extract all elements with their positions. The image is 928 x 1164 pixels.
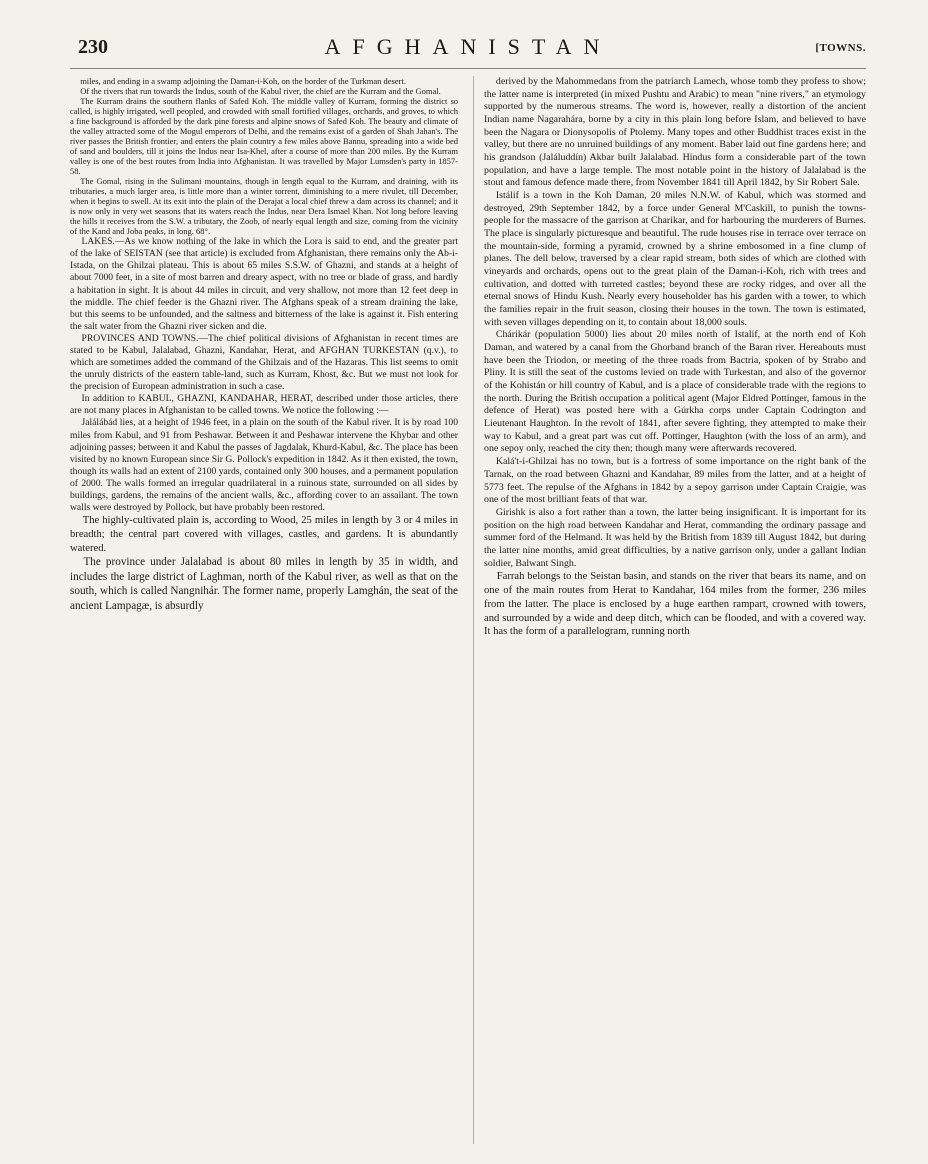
paragraph: Kalá't-i-Ghilzai has no town, but is a fortress of some importance on the right bank of the Tarnak, on the road between Ghazni and Kandahar, 89 miles from the latter, and at a height of 5773 feet. The repulse of the Afghans in 1842 by a sepoy garrison under Captain Craigie, was one of the most brilliant feats of that war. — [484, 456, 866, 506]
page — [70, 34, 866, 1144]
left-column — [70, 76, 458, 1144]
section-tag: [TOWNS. — [815, 42, 866, 54]
running-title: AFGHANISTAN — [324, 34, 612, 59]
paragraph: derived by the Mahommedans from the patriarch Lamech, whose tomb they profess to show; the latter name is interpreted (in mixed Pushtu and Arabic) to mean "nine rivers," an etymology supported by the numerous streams. The word is, however, really a distortion of the ancient Indian name Nagarahára, borne by a city in this plain long before Islam, and believed to have been the Nagara or Dionysopolis of Ptolemy. Many topes and other Buddhist traces exist in the valley, but there are no unruined buildings of any moment. Baber laid out fine gardens here; and his grandson (Jaláluddín) Akbar built Jalalabad. Hindus form a considerable part of the town population, and have a large temple. The most notable point in the history of Jalalabad is the stout and famous defence made there, from November 1841 till April 1842, by Sir Robert Sale. — [484, 76, 866, 189]
page-number: 230 — [78, 36, 108, 58]
right-column — [473, 76, 866, 1144]
paragraph: The highly-cultivated plain is, according to Wood, 25 miles in length by 3 or 4 miles in breadth; the central part covered with villages, castles, and gardens. It is abundantly watered. — [70, 515, 458, 554]
paragraph: The Gomal, rising in the Sulimani mountains, though in length equal to the Kurram, and draining, with its tributaries, a much larger area, is little more than a winter torrent, diminishing to a mere rivulet, till December, when it begins to swell. At its exit into the plain of the Derajat a local chief threw a dam across its channel; and it is now only in very wet seasons that its waters reach the Indus, near Dera Ismael Khan. Not long before leaving the hills it receives from the S.W. a tributary, the Zoob, of nearly equal length and size, coming from the vicinity of the Kand and Joba peaks, in long. 68°. — [70, 176, 458, 237]
paragraph: Farrah belongs to the Seistan basin, and stands on the river that bears its name, and on one of the main routes from Herat to Kandahar, 164 miles from the former, 236 miles from the latter. The place is enclosed by a huge earthen rampart, crowned with towers, and surrounded by a wide and deep ditch, which can be flooded, and with a covered way. It has the form of a parallelogram, running north — [484, 571, 866, 638]
paragraph: The province under Jalalabad is about 80 miles in length by 35 in width, and includes the large district of Laghman, north of the Kabul river, as well as that on the south, which is called Nangnihár. The former name, properly Lamghán, the seat of the ancient Lampagæ, is absurdly — [70, 556, 458, 613]
paragraph: PROVINCES AND TOWNS.—The chief political divisions of Afghanistan in recent times are stated to be Kabul, Jalalabad, Ghazni, Kandahar, Herat, and AFGHAN TURKESTAN (q.v.), to which are sometimes added the command of the Ghilzais and of the Hazaras. This list seems to omit the unruly districts of the eastern table-land, such as Kurram, Khost, &c. But we must not look for the precision of European administration in such a case. — [70, 332, 458, 393]
page-header — [70, 34, 866, 69]
paragraph: In addition to KABUL, GHAZNI, KANDAHAR, HERAT, described under those articles, there are not many places in Afghanistan to be called towns. We notice the following :— — [70, 393, 458, 417]
paragraph: The Kurram drains the southern flanks of Safed Koh. The middle valley of Kurram, forming the district so called, is highly irrigated, well peopled, and crowded with small fortified villages, orchards, and groves, to which a fine background is afforded by the dark pine forests and alpine snows of Safed Koh. The beauty and climate of the valley attracted some of the Mogul emperors of Delhi, and the remains exist of a garden of Shah Jahan's. The river passes the British frontier, and enters the plain country a few miles above Bannu, spreading into a wide bed of sand and boulders, till it joins the Indus near Isa-Khel, after a course of more than 200 miles. By the Kurram valley is one of the best routes from India into Afghanistan. It was travelled by Major Lumsden's party in 1857-58. — [70, 96, 458, 177]
paragraph: LAKES.—As we know nothing of the lake in which the Lora is said to end, and the greater part of the lake of SEISTAN (see that article) is excluded from Afghanistan, there remains only the Ab-i-Istada, on the Ghilzai plateau. This is about 65 miles S.S.W. of Ghazni, and stands at a height of about 7000 feet, in a site of most barren and dreary aspect, with no tree or blade of grass, and hardly a habitation in sight. It is about 44 miles in circuit, and very shallow, not more than 12 feet deep in the middle. The chief feeder is the Ghazni river. The Afghans speak of a stream draining the lake, but this seems to be unfounded, and the saltness and bitterness of the lake is against it. Fish entering the salt water from the Ghazni river sicken and die. — [70, 236, 458, 332]
paragraph: Of the rivers that run towards the Indus, south of the Kabul river, the chief are the Kurram and the Gomal. — [80, 86, 441, 97]
paragraph: miles, and ending in a swamp adjoining the Daman-i-Koh, on the border of the Turkman desert. — [80, 76, 406, 86]
paragraph: Chárikár (population 5000) lies about 20 miles north of Istalif, at the north end of Koh Daman, and watered by a canal from the Ghorband branch of the Baran river. Hereabouts must have been the Triodon, or meeting of the three roads from Bactria, spoken of by Strabo and Pliny. It is still the seat of the customs levied on trade with Turkestan, and also of the governor of the Kohistán or hill country of Kabul, and is a place of considerable trade with the regions to the north. During the British occupation a political agent (Major Eldred Pottinger, famous in the defence of Herat) was posted here with a Gúrkha corps under Captain Codrington and Lieutenant Haughton. In the revolt of 1841, after severe fighting, they attempted to make their way to Kabul, and a great part was cut off. Pottinger, Haughton (with the loss of an arm), and one sepoy only, reached the city then; though many were afterwards recovered. — [484, 329, 866, 455]
paragraph: Girishk is also a fort rather than a town, the latter being insignificant. It is important for its position on the high road between Kandahar and Herat, commanding the ordinary passage and summer ford of the Helmand. It was held by the British from 1839 till August 1842, but during the latter nine months, amid great difficulties, by a native garrison only, under a gallant Indian soldier, Balwant Singh. — [484, 506, 866, 569]
paragraph: Istálif is a town in the Koh Daman, 20 miles N.N.W. of Kabul, which was stormed and destroyed, 29th September 1842, by a force under General M'Caskill, to punish the towns-people for the massacre of the garrison at Charikar, and for harbouring the murderers of Burnes. The place is singularly picturesque and beautiful. The rude houses rise in terrace over terrace on the mountain-side, forming a pyramid, crowned by a shrine embosomed in a fine clump of planes. The dell below, traversed by a clear rapid stream, both sides of which are clothed with vineyards and orchards, opens out to the great plain of the Daman-i-Koh, rich with trees and cultivation, and dotted with turreted castles; beyond these are rocky ridges, and over all the eternal snows of Hindu Kush. Nearly every householder has his garden with a tower, to which the families repair in the fruit season, closing their houses in the town. The town is estimated, with seven villages depending on it, to contain about 18,000 souls. — [484, 190, 866, 328]
paragraph: Jalálábád lies, at a height of 1946 feet, in a plain on the south of the Kabul river. It is by road 100 miles from Kabul, and 91 from Peshawar. Between it and Peshawar intervene the Khybar and other adjoining passes; between it and Kabul the passes of Jagdalak, Khurd-Kabul, &c. The place has been visited by no known European since Sir G. Pollock's expedition in 1842. As it then existed, the town, though its walls had an extent of 2100 yards, contained only 300 houses, and a permanent population of 2000. The walls formed an irregular quadrilateral in a ruinous state, surrounded on all sides by buildings, gardens, the remains of the ancient walls, &c., affording cover to an assailant. The town walls were destroyed by Pollock, but have probably been restored. — [70, 417, 458, 513]
text-columns — [70, 76, 866, 1144]
